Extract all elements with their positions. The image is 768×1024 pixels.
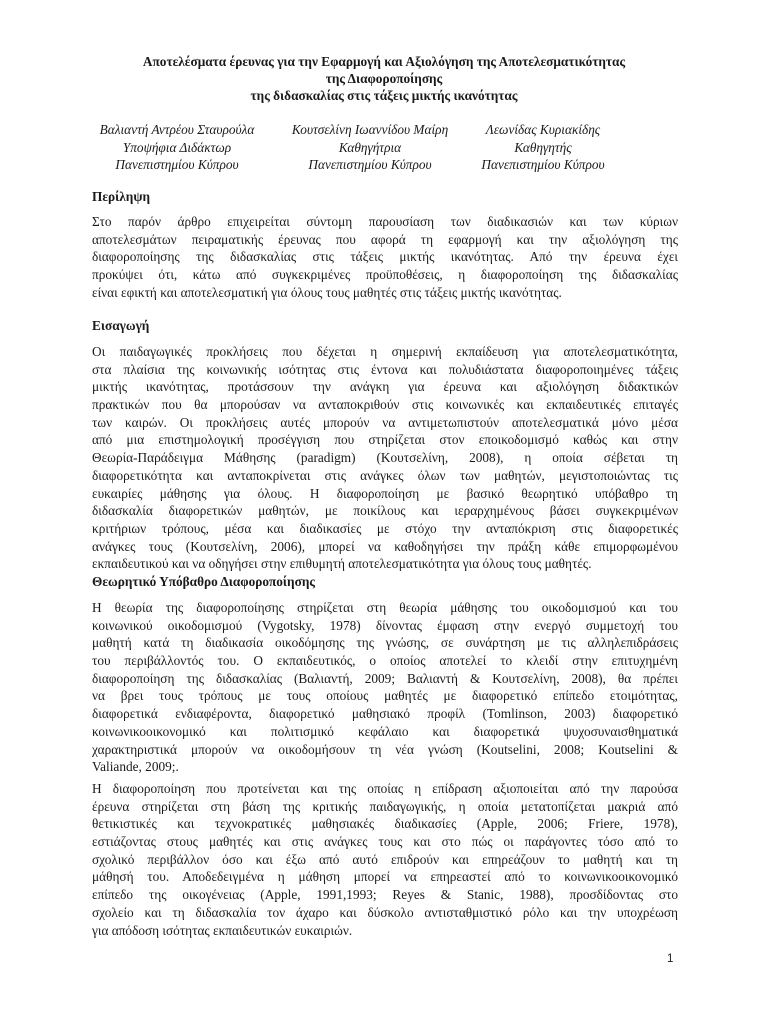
- paragraph-line: στα πλαίσια της κοινωνικής ισότητας στις έντονα και πολυδιάστατα διαφοροποιημένες τάξεις: [92, 361, 678, 377]
- paragraph-line: για απόδοση ισότητας εκπαιδευτικών ευκαιριών.: [92, 922, 353, 938]
- paragraph-line: εκπαιδευτικού και να οδηγήσει στην επιθυμητή αποτελεσματικότητα για όλους τους μαθητές.: [92, 556, 592, 572]
- paragraph-line: Στο παρόν άρθρο επιχειρείται σύντομη παρουσίαση των διαδικασιών και των κύριων: [92, 214, 678, 229]
- author-3: [443, 121, 643, 174]
- paragraph-line: χαρακτηριστικά μπορούν να οικοδομήσουν τη νέα γνώση (Koutselini, 2008; Koutselini &: [92, 741, 678, 757]
- paragraph-line: προκύψει ότι, κάτω από συγκεκριμένες προϋποθέσεις, η διαφοροποίηση της διδασκαλίας: [92, 267, 678, 283]
- paragraph-line: διαφορετικότητα και ανταποκρίνεται στις ανάγκες όλων των μαθητών, μεγιστοποιώντας τις: [92, 467, 678, 483]
- paragraph-line: από μια επιστημολογική προσέγγιση που στηρίζεται στον εποικοδομισμό καθώς και στην: [92, 432, 678, 448]
- paragraph-line: ευκαιρίες μάθησης για όλους. Η διαφοροποίηση με βασικό θεωρητικό υπόβαθρο τη: [92, 485, 678, 501]
- author-name: Κουτσελίνη Ιωαννίδου Μαίρη: [291, 122, 449, 137]
- title-line: της Διαφοροποίησης: [325, 71, 443, 86]
- paragraph-line: έρευνα στηρίζεται στη βάση της κριτικής παιδαγωγικής, η οποία μετατοπίζεται μακριά από: [92, 798, 678, 814]
- author-affiliation: Πανεπιστημίου Κύπρου: [115, 157, 239, 172]
- author-name: Λεωνίδας Κυριακίδης: [485, 122, 601, 137]
- paragraph-line: του περιβάλλοντός του. Ο εκπαιδευτικός, ο οποίος αποτελεί το κλειδί στην επιτυχημένη: [92, 653, 678, 669]
- paragraph-line: διδασκαλία διαφορετικών μαθητών, με ποικίλους και ιεραρχημένους βάσει συγκεκριμένων: [92, 503, 678, 519]
- paragraph-line: διαφοροποίησης της διδασκαλίας στις τάξεις μικτής ικανότητας. Από την έρευνα έχει: [92, 249, 678, 265]
- paragraph-line: Valiande, 2009;.: [92, 759, 179, 775]
- paragraph-line: Οι παιδαγωγικές προκλήσεις που δέχεται η σημερινή εκπαίδευση για αποτελεσματικότητα,: [92, 344, 678, 359]
- author-affiliation: Πανεπιστημίου Κύπρου: [481, 157, 605, 172]
- intro-paragraph: [92, 343, 678, 573]
- paragraph-line: σχολικό περιβάλλον όσο και έξω από αυτό επιδρούν και επηρεάζουν το μαθητή και τη: [92, 851, 678, 867]
- paragraph-line: μικτής ικανότητας, προτάσσουν την ανάγκη για έρευνα και αξιολόγηση διδακτικών: [92, 379, 678, 395]
- title-line: Αποτελέσματα έρευνας για την Εφαρμογή και Αξιολόγηση της Αποτελεσματικότητας: [142, 54, 626, 69]
- author-role: Υποψήφια Διδάκτωρ: [122, 139, 232, 155]
- title-line: της διδασκαλίας στις τάξεις μικτής ικανότητας: [250, 88, 518, 103]
- paragraph-line: επίπεδο της οικογένειας (Apple, 1991,1993; Reyes & Stanic, 1988), προσδίδοντας στο: [92, 887, 678, 903]
- page-number: 1: [667, 953, 674, 965]
- paragraph-line: των καιρών. Οι προκλήσεις αυτές μπορούν να αντιμετωπιστούν αποτελεσματικά μόνο μέσα: [92, 414, 678, 430]
- author-2: [270, 121, 470, 174]
- author-name: Βαλιαντή Αντρέου Σταυρούλα: [99, 122, 255, 137]
- theory-heading: Θεωρητικό Υπόβαθρο Διαφοροποίησης: [92, 574, 315, 589]
- paragraph-line: εστιάζοντας στους μαθητές και στις ανάγκες τους και στο πώς οι παράγοντες τόσο από το: [92, 834, 678, 850]
- paragraph-line: κοινωνικοοικονομικό και πολιτισμικό κεφάλαιο και διαφορετικά ψυχοσυναισθηματικά: [92, 723, 678, 739]
- author-role: Καθηγήτρια: [338, 139, 402, 155]
- paragraph-line: μαθητή κατά τη διαδικασία οικοδόμησης της γνώσης, σε συνάρτηση με τις αλληλεπιδράσεις: [92, 635, 678, 651]
- intro-heading: Εισαγωγή: [92, 318, 150, 333]
- theory-paragraph: [92, 599, 678, 776]
- abstract-paragraph: [92, 213, 678, 301]
- paragraph-line: Θεωρία-Παράδειγμα Μάθησης (paradigm) (Κουτσελίνη, 2008), η οποία σέβεται τη: [92, 450, 678, 466]
- paragraph-line: πρακτικών που θα μπορούσαν να ανταποκριθούν στις κοινωνικές και εκπαιδευτικές επιταγές: [92, 397, 678, 413]
- paragraph-line: διαφορετικά ενδιαφέροντα, διαφορετικό μαθησιακό προφίλ (Tomlinson, 2003) διαφορετικό: [92, 706, 678, 722]
- author-1: [77, 121, 277, 174]
- paragraph-line: να βρει τους τρόπους με τους οποίους μαθητές με διαφορετικό επίπεδο ετοιμότητας,: [92, 688, 678, 704]
- paragraph-line: μάθησή του. Αποδεδειγμένα η μάθηση μπορεί να επηρεαστεί από το κοινωνικοοικονομικό: [92, 869, 678, 885]
- abstract-heading: Περίληψη: [92, 189, 151, 204]
- paragraph-line: είναι εφικτή και αποτελεσματική για όλους τους μαθητές στις τάξεις μικτής ικανότητας.: [92, 284, 562, 300]
- document-title: [60, 53, 708, 104]
- paragraph-line: κοινωνικού οικοδομισμού (Vygotsky, 1978) δίνοντας έμφαση στην ενεργό συμμετοχή του: [92, 617, 678, 633]
- paragraph-line: κριτήριων τρόπους, μέσα και διαδικασίες με στόχο την ανταπόκριση στις διαφορετικές: [92, 520, 678, 536]
- paragraph-line: σχολείο και τη διδασκαλία τον άχαρο και δύσκολο αντισταθμιστικό ρόλο και την υποχρέωση: [92, 904, 678, 920]
- author-affiliation: Πανεπιστημίου Κύπρου: [308, 157, 432, 172]
- paragraph-line: Η διαφοροποίηση που προτείνεται και της οποίας η επίδραση αξιοποιείται από την παρούσα: [92, 781, 678, 796]
- paragraph-line: αποτελεσμάτων πειραματικής έρευνας που αφορά τη εφαρμογή και την αξιολόγηση της: [92, 231, 678, 247]
- author-role: Καθηγητής: [514, 139, 572, 155]
- paragraph-line: Η θεωρία της διαφοροποίησης στηρίζεται στη θεωρία μάθησης του οικοδομισμού και του: [92, 600, 678, 615]
- paragraph-line: ανάγκες τους (Κουτσελίνη, 2006), μπορεί να καθοδηγήσει την πράξη κάθε επιμορφωμένου: [92, 538, 678, 554]
- critical-paragraph: [92, 780, 678, 939]
- paragraph-line: διαφοροποίηση της διδασκαλίας (Βαλιαντή, 2009; Βαλιαντή & Κουτσελίνη, 2008), θα πρέπει: [92, 670, 678, 686]
- paragraph-line: θετικιστικές και τεχνοκρατικές μαθησιακές διαδικασίες (Apple, 2006; Friere, 1978),: [92, 816, 678, 832]
